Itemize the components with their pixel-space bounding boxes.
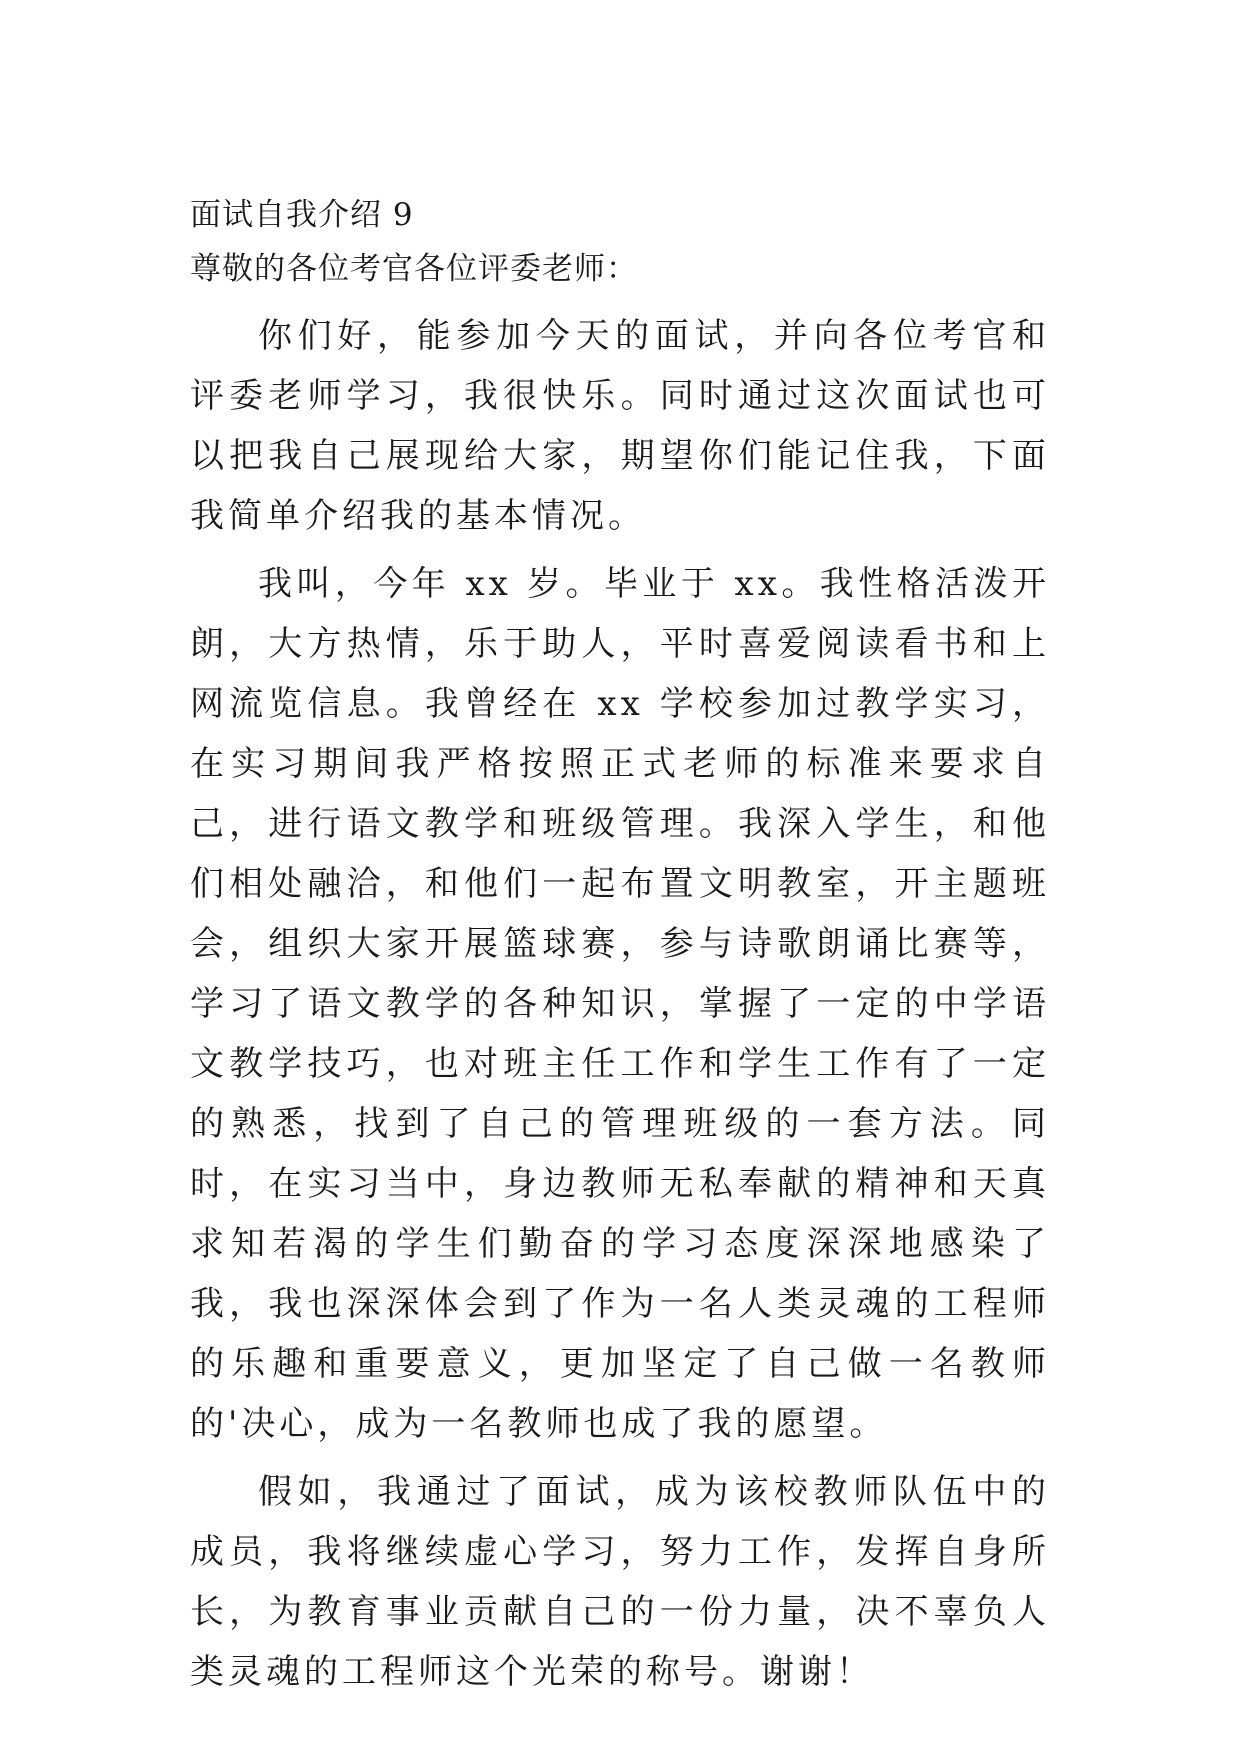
salutation: 尊敬的各位考官各位评委老师： <box>190 251 638 287</box>
paragraph-greeting: 你们好，能参加今天的面试，并向各位考官和评委老师学习，我很快乐。同时通过这次面试也可以把我自己展现给大家，期望你们能记住我，下面我简单介绍我的基本情况。 <box>190 316 1050 536</box>
document-page <box>190 190 1050 1702</box>
document-title: 面试自我介绍 9 <box>190 197 414 233</box>
paragraph-background: 我叫，今年 xx 岁。毕业于 xx。我性格活泼开朗，大方热情，乐于助人，平时喜爱阅读看书和上网流览信息。我曾经在 xx 学校参加过教学实习，在实习期间我严格按照正式老师的标准来要求自己，进行语文教学和班级管理。我深入学生，和他们相处融洽，和他们一起布置文明教室，开主题班会，组织大家开展篮球赛，参与诗歌朗诵比赛等，学习了语文教学的各种知识，掌握了一定的中学语文教学技巧，也对班主任工作和学生工作有了一定的熟悉，找到了自己的管理班级的一套方法。同时，在实习当中，身边教师无私奉献的精神和天真求知若渴的学生们勤奋的学习态度深深地感染了我，我也深深体会到了作为一名人类灵魂的工程师的乐趣和重要意义，更加坚定了自己做一名教师的'决心，成为一名教师也成了我的愿望。 <box>190 564 1050 1444</box>
paragraph-closing: 假如，我通过了面试，成为该校教师队伍中的成员，我将继续虚心学习，努力工作，发挥自身所长，为教育事业贡献自己的一份力量，决不辜负人类灵魂的工程师这个光荣的称号。谢谢！ <box>190 1472 1050 1692</box>
